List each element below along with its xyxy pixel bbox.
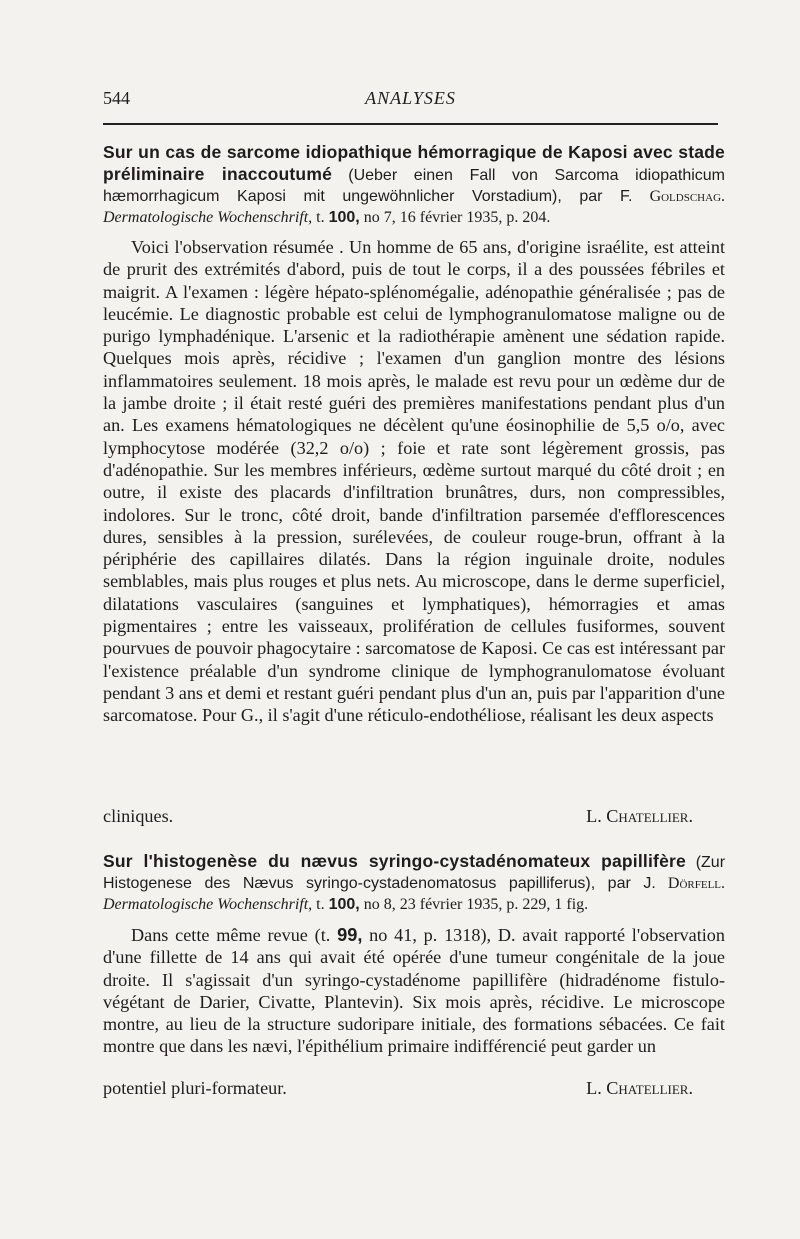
article2-last-line: potentiel pluri-formateur. [103, 1078, 287, 1098]
article1-volume-prefix: t. [316, 209, 325, 226]
running-title: ANALYSES [365, 88, 456, 108]
article2-issue-date: no 8, 23 février 1935, p. 229, 1 fig. [363, 896, 589, 913]
article1-journal: Dermatologische Wochenschrift, [103, 209, 313, 226]
article1-signature-line [103, 806, 693, 830]
article2-body-text: no 41, p. 1318), D. avait rapporté l'observation d'une fillette de 14 ans qui avait été opérée d'une tumeur congénitale de la joue droite. Il s'agissait d'un syringo-cystadénome papillifère (hidradénome fistulo-végétant de Darier, Civatte, Plantevin). Six mois après, récidive. Le microscope montre, au lieu de la structure sudoripare initiale, des formations sébacées. Ce fait montre que dans les nævi, l'épithélium primaire indifférencié peut garder un [103, 925, 725, 1057]
article2-journal: Dermatologische Wochenschrift, [103, 896, 313, 913]
article2-signature-line [103, 1078, 693, 1102]
article1-heading [103, 142, 725, 228]
article1-title: Sur un cas de sarcome idiopathique hémorragique de Kaposi avec stade préliminaire inaccoutumé [103, 142, 725, 184]
article2-volume-prefix: t. [316, 896, 325, 913]
article1-author: Goldschag. [649, 188, 726, 205]
article2-original-title: (Zur Histogenese des Nævus syringo-cystadenomatosus papilliferus), par J. [103, 854, 726, 892]
article2-volume: 100, [328, 896, 360, 913]
article2-signature: L. Chatellier. [586, 1078, 693, 1098]
article1-last-line: cliniques. [103, 806, 174, 826]
article2-body-prefix: Dans cette même revue (t. [131, 925, 331, 945]
article2-author: Dörfell. [667, 875, 726, 892]
article2-body-volume: 99, [337, 925, 363, 945]
article2-heading [103, 851, 725, 915]
article1-volume: 100, [328, 209, 360, 226]
article1-signature: L. Chatellier. [586, 806, 693, 826]
article2-title: Sur l'histogenèse du nævus syringo-cystadénomateux papillifère [103, 851, 686, 871]
article1-issue-date: no 7, 16 février 1935, p. 204. [363, 209, 551, 226]
page-number: 544 [103, 88, 130, 108]
page-header [103, 88, 718, 114]
article1-original-title: (Ueber einen Fall von Sarcoma idiopathicum hæmorrhagicum Kaposi mit ungewöhnlicher Vorstadium), par F. [103, 167, 726, 205]
article1-body: Voici l'observation résumée . Un homme de 65 ans, d'origine israélite, est atteint de prurit des extrémités d'abord, puis de tout le corps, il a des poussées fébriles et maigrit. A l'examen : légère hépato-splénomégalie, adénopathie généralisée ; pas de leucémie. Le diagnostic probable est celui de lymphogranulomatose maligne ou de purigo lymphadénique. L'arsenic et la radiothérapie amènent une sédation rapide. Quelques mois après, récidive ; l'examen d'un ganglion montre des lésions inflammatoires seulement. 18 mois après, le malade est revu pour un œdème dur de la jambe droite ; il était resté guéri des premières manifestations pendant plus d'un an. Les examens hématologiques ne décèlent qu'une éosinophilie de 5,5 o/o, avec lymphocytose modérée (32,2 o/o) ; foie et rate sont légèrement grossis, pas d'adénopathie. Sur les membres inférieurs, œdème surtout marqué du côté droit ; en outre, il existe des placards d'infiltration brunâtres, durs, non compressibles, indolores. Sur le tronc, côté droit, bande d'infiltration parsemée d'efflorescences dures, sensibles à la pression, surélevées, de couleur rouge-brun, offrant à la périphérie des capillaires dilatés. Dans la région inguinale droite, nodules semblables, mais plus rouges et plus nets. Au microscope, dans le derme superficiel, dilatations vasculaires (sanguines et lymphatiques), hémorragies et amas pigmentaires ; entre les vaisseaux, prolifération de cellules fusiformes, souvent pourvues de pouvoir phagocytaire : sarcomatose de Kaposi. Ce cas est intéressant par l'existence préalable d'un syndrome clinique de lymphogranulomatose évoluant pendant 3 ans et demi et restant guéri pendant plus d'un an, puis par l'apparition d'une sarcomatose. Pour G., il s'agit d'une réticulo-endothéliose, réalisant les deux aspects [103, 237, 725, 726]
header-rule [103, 123, 718, 125]
article2-body [103, 924, 725, 1058]
